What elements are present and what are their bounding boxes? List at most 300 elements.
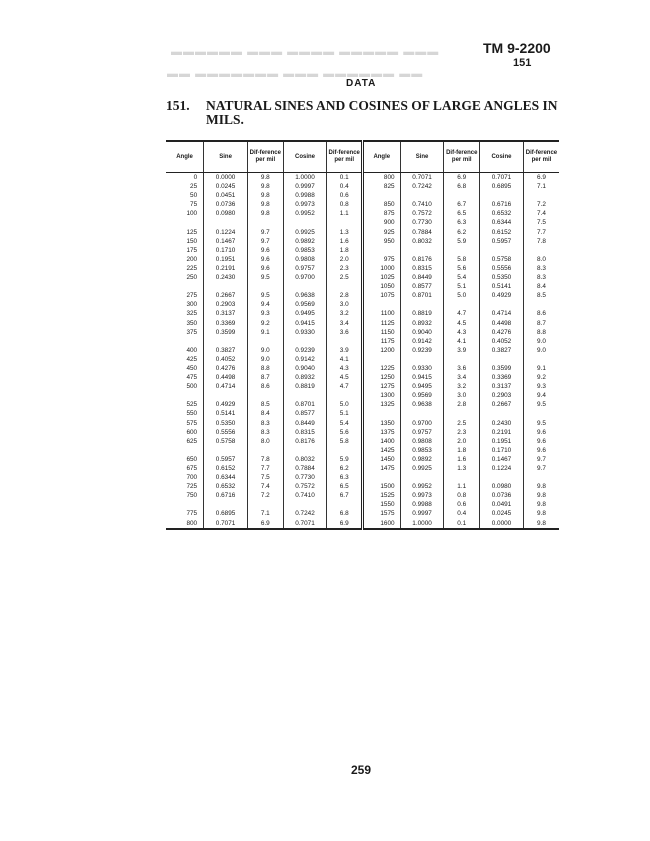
table-cell — [523, 191, 559, 200]
column-header: Dif-ference per mil — [444, 141, 480, 173]
table-cell: 3.2 — [444, 382, 480, 391]
table-cell: 3.6 — [444, 364, 480, 373]
table-cell: 0.2430 — [480, 419, 524, 428]
table-cell: 325 — [186, 310, 198, 318]
table-cell: 6.8 — [444, 182, 480, 191]
table-cell: 6.9 — [327, 519, 363, 529]
table-cell: 8.3 — [248, 419, 284, 428]
table-cell: 0.4929 — [204, 400, 248, 409]
table-cell: 0.7071 — [204, 519, 248, 529]
table-cell: 9.0 — [523, 337, 559, 346]
table-cell: 9.7 — [523, 455, 559, 464]
table-cell: 0.7730 — [283, 473, 327, 482]
table-cell: 1600 — [362, 519, 400, 529]
table-cell: 1275 — [362, 382, 400, 391]
table-cell: 4.5 — [327, 373, 363, 382]
table-row — [166, 446, 559, 455]
table-cell: 4.7 — [327, 382, 363, 391]
table-cell — [283, 337, 327, 346]
table-title — [166, 99, 566, 127]
table-cell: 9.8 — [248, 209, 284, 218]
table-cell: 7.2 — [523, 200, 559, 209]
table-cell — [327, 337, 363, 346]
table-cell: 1325 — [362, 400, 400, 409]
table-cell: 3.0 — [327, 300, 363, 309]
table-cell: 1.3 — [444, 464, 480, 473]
table-cell: 8.5 — [523, 291, 559, 300]
table-row — [166, 337, 559, 346]
table-cell — [204, 282, 248, 291]
table-cell — [327, 218, 363, 227]
table-cell: 0.6895 — [204, 509, 248, 518]
table-cell: 0.9239 — [283, 346, 327, 355]
table-cell: 2.0 — [444, 437, 480, 446]
table-cell: 1.6 — [444, 455, 480, 464]
table-cell — [400, 355, 444, 364]
table-cell: 0.8 — [327, 200, 363, 209]
table-cell: 0.7242 — [400, 182, 444, 191]
table-cell: 0.1710 — [204, 246, 248, 255]
table-cell: 0.6 — [444, 500, 480, 509]
table-cell: 6.2 — [444, 228, 480, 237]
table-cell — [523, 355, 559, 364]
table-cell — [362, 473, 400, 482]
table-cell: 0.7572 — [283, 482, 327, 491]
table-cell: 8.5 — [248, 400, 284, 409]
table-cell: 0.9997 — [283, 182, 327, 191]
table-cell: 4.7 — [444, 309, 480, 318]
table-cell — [248, 282, 284, 291]
table-cell: 0.8701 — [283, 400, 327, 409]
table-cell: 3.6 — [327, 328, 363, 337]
table-cell — [283, 282, 327, 291]
table-cell: 0.6152 — [480, 228, 524, 237]
table-cell: 0.2903 — [480, 391, 524, 400]
table-cell: 8.4 — [523, 282, 559, 291]
table-cell — [166, 218, 204, 227]
table-cell: 9.5 — [248, 273, 284, 282]
table-cell: 7.2 — [248, 491, 284, 500]
table-row — [166, 419, 559, 428]
table-cell: 6.9 — [523, 173, 559, 183]
table-cell: 0.8176 — [283, 437, 327, 446]
table-cell: 8.3 — [523, 264, 559, 273]
table-cell: 4.5 — [444, 319, 480, 328]
sine-cosine-table — [166, 140, 559, 530]
column-header: Dif-ference per mil — [523, 141, 559, 173]
table-cell: 1000 — [362, 264, 400, 273]
table-cell: 0.3599 — [204, 328, 248, 337]
table-cell — [362, 246, 400, 255]
table-cell — [523, 300, 559, 309]
table-cell: 875 — [362, 209, 400, 218]
table-cell: 5.1 — [327, 409, 363, 418]
column-header: Dif-ference per mil — [248, 141, 284, 173]
table-cell: 1.1 — [327, 209, 363, 218]
table-cell: 9.1 — [248, 328, 284, 337]
table-cell: 775 — [186, 510, 198, 518]
table-cell: 0.3599 — [480, 364, 524, 373]
table-cell: 0.2903 — [204, 300, 248, 309]
column-header: Sine — [400, 141, 444, 173]
table-cell: 400 — [186, 346, 198, 354]
table-cell: 300 — [186, 301, 198, 309]
table-cell: 7.7 — [523, 228, 559, 237]
table-cell: 9.3 — [248, 309, 284, 318]
table-cell: 675 — [186, 465, 198, 472]
table-cell: 0.6 — [327, 191, 363, 200]
table-cell: 1400 — [362, 437, 400, 446]
paragraph-number: 151 — [513, 57, 532, 69]
table-cell: 1225 — [362, 364, 400, 373]
table-cell: 0.9239 — [400, 346, 444, 355]
table-cell: 0.0736 — [480, 491, 524, 500]
table-cell: 0.9700 — [283, 273, 327, 282]
table-cell: 0.9040 — [283, 364, 327, 373]
table-cell: 9.6 — [523, 437, 559, 446]
table-cell: 3.4 — [444, 373, 480, 382]
table-cell — [362, 355, 400, 364]
table-cell: 125 — [186, 228, 198, 236]
table-cell: 0.0451 — [204, 191, 248, 200]
table-cell: 8.6 — [523, 309, 559, 318]
table-cell: 1050 — [362, 282, 400, 291]
table-cell: 8.8 — [248, 364, 284, 373]
table-cell: 1475 — [362, 464, 400, 473]
table-cell: 1.6 — [327, 237, 363, 246]
table-cell — [204, 218, 248, 227]
table-cell: 0.1951 — [204, 255, 248, 264]
table-cell: 0.1 — [327, 173, 363, 183]
table-cell: 7.8 — [248, 455, 284, 464]
table-cell: 275 — [186, 292, 198, 300]
table-cell: 0.9569 — [400, 391, 444, 400]
table-cell: 0.8701 — [400, 291, 444, 300]
table-cell: 0.8032 — [283, 455, 327, 464]
table-row — [166, 437, 559, 446]
table-cell: 7.4 — [523, 209, 559, 218]
table-cell: 0.8315 — [400, 264, 444, 273]
table-cell: 0.4276 — [204, 364, 248, 373]
table-cell: 525 — [186, 401, 198, 409]
table-cell: 0.8449 — [400, 273, 444, 282]
table-cell: 6.8 — [327, 509, 363, 518]
table-cell: 7.5 — [523, 218, 559, 227]
table-cell: 0.4714 — [480, 309, 524, 318]
table-cell: 7.8 — [523, 237, 559, 246]
table-cell: 0.9495 — [400, 382, 444, 391]
table-cell — [204, 391, 248, 400]
table-cell: 5.6 — [327, 428, 363, 437]
table-row — [166, 482, 559, 491]
table-cell: 9.2 — [523, 373, 559, 382]
table-cell: 9.4 — [248, 300, 284, 309]
table-cell: 6.3 — [444, 218, 480, 227]
table-cell: 800 — [186, 519, 198, 527]
table-row — [166, 191, 559, 200]
table-cell: 3.2 — [327, 309, 363, 318]
table-cell: 0.8932 — [400, 319, 444, 328]
table-cell: 0.1710 — [480, 446, 524, 455]
table-cell: 0.8032 — [400, 237, 444, 246]
table-cell: 850 — [362, 200, 400, 209]
table-row — [166, 282, 559, 291]
table-cell: 0.9415 — [283, 319, 327, 328]
table-cell: 0.9757 — [400, 428, 444, 437]
table-cell — [166, 337, 204, 346]
table-cell: 0.3369 — [480, 373, 524, 382]
table-row — [166, 273, 559, 282]
table-cell: 0.3137 — [480, 382, 524, 391]
table-cell: 9.0 — [248, 355, 284, 364]
table-cell — [327, 282, 363, 291]
table-cell: 1575 — [362, 509, 400, 518]
table-cell: 0.8449 — [283, 419, 327, 428]
table-body — [166, 173, 559, 529]
table-cell: 9.8 — [248, 173, 284, 183]
table-cell — [248, 446, 284, 455]
table-cell: 1350 — [362, 419, 400, 428]
table-cell: 150 — [186, 237, 198, 245]
table-cell: 9.8 — [523, 482, 559, 491]
table-cell: 5.4 — [444, 273, 480, 282]
table-cell: 0.7410 — [400, 200, 444, 209]
table-cell: 7.4 — [248, 482, 284, 491]
table-cell: 750 — [186, 492, 198, 500]
column-header: Angle — [166, 141, 204, 173]
table-cell: 0.7572 — [400, 209, 444, 218]
table-row — [166, 319, 559, 328]
table-cell — [400, 300, 444, 309]
table-cell: 1.8 — [327, 246, 363, 255]
table-cell — [166, 282, 204, 291]
table-cell — [444, 473, 480, 482]
table-cell: 0.9925 — [283, 228, 327, 237]
table-cell: 0.3369 — [204, 319, 248, 328]
table-cell — [444, 409, 480, 418]
table-cell: 0.2430 — [204, 273, 248, 282]
table-row — [166, 246, 559, 255]
table-row — [166, 364, 559, 373]
table-cell: 0.7884 — [283, 464, 327, 473]
table-row — [166, 428, 559, 437]
table-cell: 0.7884 — [400, 228, 444, 237]
table-cell: 0.5957 — [204, 455, 248, 464]
table-cell: 1525 — [362, 491, 400, 500]
table-cell: 0.9142 — [400, 337, 444, 346]
table-cell: 9.6 — [523, 428, 559, 437]
table-cell: 0.1 — [444, 519, 480, 529]
table-cell — [444, 246, 480, 255]
table-cell: 0.1951 — [480, 437, 524, 446]
table-cell: 9.7 — [523, 464, 559, 473]
table-cell: 0.1224 — [480, 464, 524, 473]
section-heading: DATA — [346, 78, 377, 89]
table-cell: 2.8 — [327, 291, 363, 300]
page-number: 259 — [351, 763, 372, 777]
table-cell — [204, 446, 248, 455]
table-cell: 0.9997 — [400, 509, 444, 518]
table-cell — [248, 500, 284, 509]
column-header: Angle — [362, 141, 400, 173]
table-cell: 2.5 — [444, 419, 480, 428]
column-header: Dif-ference per mil — [327, 141, 363, 173]
table-cell — [166, 500, 204, 509]
table-cell: 0.4714 — [204, 382, 248, 391]
table-cell: 0.4 — [444, 509, 480, 518]
table-cell: 0.5758 — [204, 437, 248, 446]
table-cell — [166, 391, 204, 400]
table-cell — [166, 446, 204, 455]
table-cell — [444, 355, 480, 364]
table-cell: 8.0 — [523, 255, 559, 264]
table-cell: 1200 — [362, 346, 400, 355]
table-cell: 0.8932 — [283, 373, 327, 382]
table-cell: 0.7071 — [400, 173, 444, 183]
table-cell: 0.5350 — [204, 419, 248, 428]
table-cell: 5.4 — [327, 419, 363, 428]
table-cell: 0.4 — [327, 182, 363, 191]
table-cell — [523, 473, 559, 482]
table-row — [166, 500, 559, 509]
table-cell: 1550 — [362, 500, 400, 509]
table-cell: 0.9495 — [283, 309, 327, 318]
table-row — [166, 519, 559, 529]
table-cell: 0.6716 — [204, 491, 248, 500]
table-cell — [480, 409, 524, 418]
table-cell: 0.0980 — [480, 482, 524, 491]
table-cell: 0.6716 — [480, 200, 524, 209]
table-cell — [283, 500, 327, 509]
table-cell: 0.4052 — [204, 355, 248, 364]
table-cell: 8.4 — [248, 409, 284, 418]
table-cell: 3.9 — [327, 346, 363, 355]
table-cell: 0.8176 — [400, 255, 444, 264]
table-row — [166, 400, 559, 409]
table-cell: 1.0000 — [283, 173, 327, 183]
table-cell: 650 — [186, 455, 198, 463]
table-cell: 0.6895 — [480, 182, 524, 191]
table-cell: 0.4498 — [480, 319, 524, 328]
column-header: Sine — [204, 141, 248, 173]
table-cell — [248, 218, 284, 227]
title-number: 151. — [166, 98, 190, 113]
table-row — [166, 264, 559, 273]
table-cell: 0.9808 — [283, 255, 327, 264]
table-cell: 0.9808 — [400, 437, 444, 446]
table-cell: 0.7410 — [283, 491, 327, 500]
table-cell — [444, 191, 480, 200]
table-cell: 7.1 — [523, 182, 559, 191]
table-cell: 0.7071 — [480, 173, 524, 183]
table-cell — [362, 409, 400, 418]
table-cell: 0.6344 — [204, 473, 248, 482]
table-cell: 1025 — [362, 273, 400, 282]
table-cell — [400, 409, 444, 418]
table-cell: 1450 — [362, 455, 400, 464]
table-cell: 3.0 — [444, 391, 480, 400]
table-cell: 475 — [186, 374, 198, 382]
table-cell — [480, 246, 524, 255]
table-cell: 9.6 — [523, 446, 559, 455]
table-row — [166, 209, 559, 218]
title-line-1: NATURAL SINES AND COSINES OF LARGE ANGLES IN — [206, 98, 558, 113]
table-cell: 450 — [186, 364, 198, 372]
table-row — [166, 491, 559, 500]
table-cell: 9.7 — [248, 228, 284, 237]
table-cell: 0.5556 — [480, 264, 524, 273]
table-cell: 0.1467 — [480, 455, 524, 464]
table-cell — [400, 246, 444, 255]
table-cell: 9.5 — [523, 400, 559, 409]
table-cell: 0.3827 — [480, 346, 524, 355]
table-cell: 0.9973 — [400, 491, 444, 500]
table-cell: 5.0 — [327, 400, 363, 409]
table-cell: 6.2 — [327, 464, 363, 473]
table-cell — [283, 218, 327, 227]
table-cell: 9.1 — [523, 364, 559, 373]
table-row — [166, 346, 559, 355]
table-cell: 0 — [193, 174, 198, 181]
table-row — [166, 382, 559, 391]
table-cell — [362, 300, 400, 309]
table-cell: 9.2 — [248, 319, 284, 328]
table-cell: 9.7 — [248, 237, 284, 246]
table-cell: 9.0 — [248, 346, 284, 355]
table-cell: 0.7242 — [283, 509, 327, 518]
table-row — [166, 355, 559, 364]
table-row — [166, 228, 559, 237]
table-cell: 0.4276 — [480, 328, 524, 337]
table-cell: 1425 — [362, 446, 400, 455]
table-cell — [362, 191, 400, 200]
table-cell: 2.8 — [444, 400, 480, 409]
table-cell: 950 — [362, 237, 400, 246]
table-cell: 350 — [186, 319, 198, 327]
table-cell: 8.6 — [248, 382, 284, 391]
table-cell: 9.8 — [523, 500, 559, 509]
table-cell: 9.8 — [523, 519, 559, 529]
table-cell: 0.2667 — [204, 291, 248, 300]
table-cell: 0.8819 — [283, 382, 327, 391]
table-cell: 200 — [186, 255, 198, 263]
table-cell: 0.2667 — [480, 400, 524, 409]
table-cell: 1375 — [362, 428, 400, 437]
table-row — [166, 455, 559, 464]
table-cell — [480, 355, 524, 364]
table-cell: 0.9142 — [283, 355, 327, 364]
table-cell: 9.8 — [523, 509, 559, 518]
table-cell: 550 — [186, 410, 198, 418]
table-row — [166, 291, 559, 300]
table-row — [166, 464, 559, 473]
table-cell: 9.5 — [248, 291, 284, 300]
table-cell: 9.0 — [523, 346, 559, 355]
table-cell: 700 — [186, 474, 198, 482]
table-cell: 0.9892 — [283, 237, 327, 246]
table-cell: 575 — [186, 419, 198, 427]
bleed-through-text: ▬▬ ▬▬▬▬▬▬ ▬▬▬ ▬▬▬▬▬▬▬ ▬▬ — [166, 68, 423, 80]
table-cell: 0.9638 — [400, 400, 444, 409]
table-cell: 9.4 — [523, 391, 559, 400]
table-cell: 975 — [362, 255, 400, 264]
table-cell: 0.9853 — [400, 446, 444, 455]
table-cell: 375 — [186, 328, 198, 336]
table-row — [166, 309, 559, 318]
table-cell: 6.9 — [444, 173, 480, 183]
table-row — [166, 373, 559, 382]
table-cell: 600 — [186, 428, 198, 436]
